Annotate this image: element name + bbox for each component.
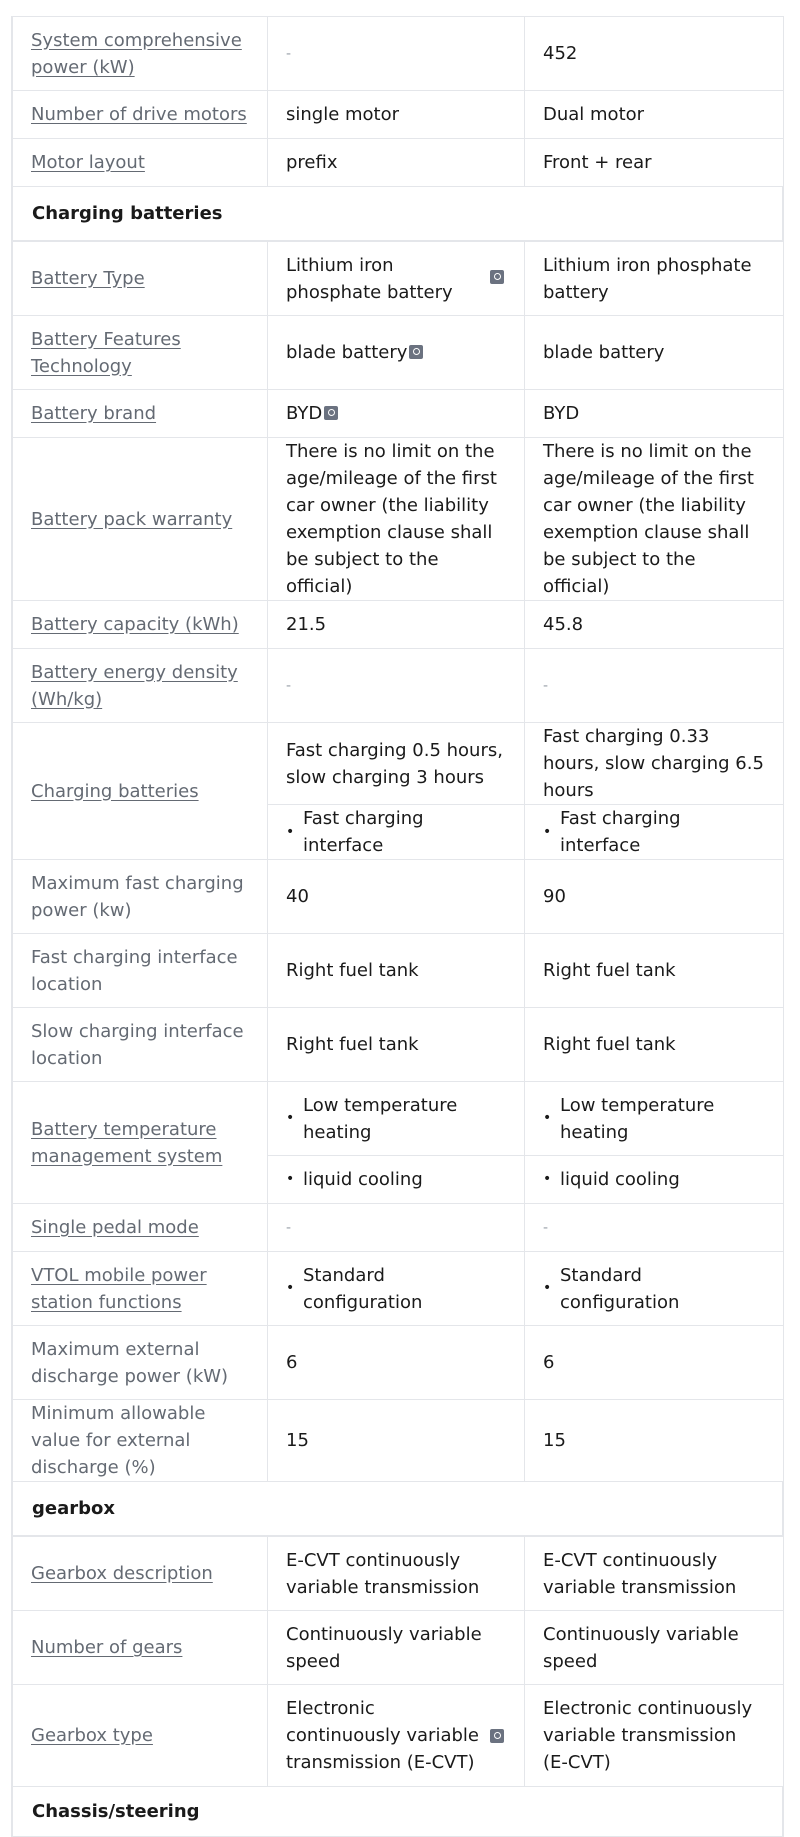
row-value-1: There is no limit on the age/mileage of the first car owner (the liability exemption clause shall be subject to the official) bbox=[268, 438, 525, 601]
row-label[interactable] bbox=[13, 242, 268, 316]
table-row bbox=[13, 1611, 784, 1685]
row-label[interactable] bbox=[13, 91, 268, 139]
row-label[interactable] bbox=[13, 17, 268, 91]
row-value-1: Electronic continuously variable transmission (E-CVT) bbox=[268, 1685, 525, 1787]
row-value-1: single motor bbox=[268, 91, 525, 139]
row-label[interactable] bbox=[13, 649, 268, 723]
row-value-1: • Low temperature heating bbox=[268, 1082, 525, 1156]
table-row bbox=[13, 1082, 784, 1156]
bullet-icon: • bbox=[543, 1171, 552, 1187]
row-label[interactable] bbox=[13, 139, 268, 187]
bullet-icon: • bbox=[543, 1110, 552, 1126]
spec-link[interactable]: Battery Type bbox=[31, 268, 145, 289]
row-label[interactable] bbox=[13, 723, 268, 860]
row-value-1: - bbox=[268, 1204, 525, 1252]
spec-link[interactable]: Battery temperature management system bbox=[31, 1118, 223, 1167]
table-row bbox=[13, 1204, 784, 1252]
row-label[interactable] bbox=[13, 601, 268, 649]
bullet-icon: • bbox=[286, 1110, 295, 1126]
row-label[interactable] bbox=[13, 1685, 268, 1787]
row-value-1: 6 bbox=[268, 1326, 525, 1400]
row-value-2: Continuously variable speed bbox=[525, 1611, 784, 1685]
row-value-2: E-CVT continuously variable transmission bbox=[525, 1537, 784, 1611]
table-row bbox=[13, 649, 784, 723]
bullet-icon: • bbox=[286, 1171, 295, 1187]
spec-link[interactable]: VTOL mobile power station functions bbox=[31, 1264, 207, 1313]
row-value-2: 15 bbox=[525, 1400, 784, 1482]
row-value-2: 6 bbox=[525, 1326, 784, 1400]
row-value-1: Lithium iron phosphate battery bbox=[268, 242, 525, 316]
search-icon[interactable] bbox=[409, 345, 423, 359]
spec-link[interactable]: Number of gears bbox=[31, 1637, 183, 1658]
row-value-1: Continuously variable speed bbox=[268, 1611, 525, 1685]
row-label[interactable] bbox=[13, 1204, 268, 1252]
bullet-icon: • bbox=[543, 823, 552, 840]
spec-link[interactable]: Battery Features Technology bbox=[31, 328, 181, 377]
row-label[interactable] bbox=[13, 1252, 268, 1326]
row-value-1: • Fast charging interface bbox=[268, 805, 525, 860]
row-label[interactable] bbox=[13, 390, 268, 438]
table-row bbox=[13, 139, 784, 187]
spec-link[interactable]: Battery energy density (Wh/kg) bbox=[31, 661, 238, 710]
row-value-2: Front + rear bbox=[525, 139, 784, 187]
row-value-2: Right fuel tank bbox=[525, 1008, 784, 1082]
row-value-2: Fast charging 0.33 hours, slow charging 6.5 hours bbox=[525, 723, 784, 805]
row-value-1: Right fuel tank bbox=[268, 934, 525, 1008]
spec-link[interactable]: Gearbox description bbox=[31, 1563, 213, 1584]
table-row bbox=[13, 316, 784, 390]
bullet-icon: • bbox=[543, 1280, 552, 1296]
row-label[interactable] bbox=[13, 1611, 268, 1685]
spec-link[interactable]: Battery capacity (kWh) bbox=[31, 614, 239, 635]
row-value-1: Right fuel tank bbox=[268, 1008, 525, 1082]
table-row bbox=[13, 1326, 784, 1400]
section-header-chassis: Chassis/steering bbox=[12, 1787, 783, 1837]
row-label: Minimum allowable value for external discharge (%) bbox=[13, 1400, 268, 1482]
spec-table-power bbox=[12, 16, 784, 187]
search-icon[interactable] bbox=[490, 1729, 504, 1743]
table-row bbox=[13, 1252, 784, 1326]
spec-link[interactable]: Battery brand bbox=[31, 403, 157, 424]
search-icon[interactable] bbox=[490, 270, 504, 284]
table-row bbox=[13, 17, 784, 91]
row-value-1: blade battery bbox=[268, 316, 525, 390]
row-label[interactable] bbox=[13, 1082, 268, 1204]
search-icon[interactable] bbox=[324, 406, 338, 420]
row-label: Fast charging interface location bbox=[13, 934, 268, 1008]
row-value-2: - bbox=[525, 1204, 784, 1252]
spec-link[interactable]: Gearbox type bbox=[31, 1725, 153, 1746]
row-value-1: • Standard configuration bbox=[268, 1252, 525, 1326]
row-value-1: E-CVT continuously variable transmission bbox=[268, 1537, 525, 1611]
row-value-2: There is no limit on the age/mileage of the first car owner (the liability exemption clause shall be subject to the official) bbox=[525, 438, 784, 601]
spec-link[interactable]: System comprehensive power (kW) bbox=[31, 29, 242, 78]
table-row bbox=[13, 390, 784, 438]
bullet-icon: • bbox=[286, 823, 295, 840]
row-label[interactable] bbox=[13, 316, 268, 390]
row-label: Slow charging interface location bbox=[13, 1008, 268, 1082]
row-value-2: Lithium iron phosphate battery bbox=[525, 242, 784, 316]
row-value-2: Right fuel tank bbox=[525, 934, 784, 1008]
row-value-1: Fast charging 0.5 hours, slow charging 3 hours bbox=[268, 723, 525, 805]
bullet-icon: • bbox=[286, 1280, 295, 1296]
row-value-2: 452 bbox=[525, 17, 784, 91]
row-value-2: BYD bbox=[525, 390, 784, 438]
row-value-1: - bbox=[268, 649, 525, 723]
row-value-2: 90 bbox=[525, 860, 784, 934]
table-row bbox=[13, 723, 784, 805]
spec-link[interactable]: Number of drive motors bbox=[31, 104, 247, 125]
row-value-2: Dual motor bbox=[525, 91, 784, 139]
row-label[interactable] bbox=[13, 1537, 268, 1611]
spec-link[interactable]: Charging batteries bbox=[31, 780, 199, 802]
row-value-1: BYD bbox=[268, 390, 525, 438]
row-label: Maximum external discharge power (kW) bbox=[13, 1326, 268, 1400]
spec-link[interactable]: Single pedal mode bbox=[31, 1217, 199, 1238]
row-value-1: 21.5 bbox=[268, 601, 525, 649]
section-header-gearbox: gearbox bbox=[12, 1482, 783, 1536]
table-row bbox=[13, 242, 784, 316]
table-row bbox=[13, 438, 784, 601]
table-row bbox=[13, 1008, 784, 1082]
row-value-2: • Fast charging interface bbox=[525, 805, 784, 860]
row-value-1: prefix bbox=[268, 139, 525, 187]
spec-link[interactable]: Motor layout bbox=[31, 152, 145, 173]
row-value-1: 40 bbox=[268, 860, 525, 934]
row-value-1: • liquid cooling bbox=[268, 1156, 525, 1204]
row-value-2: - bbox=[525, 649, 784, 723]
table-row bbox=[13, 601, 784, 649]
spec-link[interactable]: Battery pack warranty bbox=[31, 508, 233, 530]
row-value-2: 45.8 bbox=[525, 601, 784, 649]
row-value-2: Electronic continuously variable transmission (E-CVT) bbox=[525, 1685, 784, 1787]
row-value-2: • Low temperature heating bbox=[525, 1082, 784, 1156]
spec-table-container bbox=[11, 16, 784, 1837]
table-row bbox=[13, 1685, 784, 1787]
table-row bbox=[13, 1400, 784, 1482]
table-row bbox=[13, 860, 784, 934]
table-row bbox=[13, 1537, 784, 1611]
row-value-2: blade battery bbox=[525, 316, 784, 390]
spec-table-gearbox bbox=[12, 1536, 784, 1787]
row-value-1: 15 bbox=[268, 1400, 525, 1482]
row-label[interactable] bbox=[13, 438, 268, 601]
row-value-2: • Standard configuration bbox=[525, 1252, 784, 1326]
row-label: Maximum fast charging power (kw) bbox=[13, 860, 268, 934]
table-row bbox=[13, 934, 784, 1008]
row-value-2: • liquid cooling bbox=[525, 1156, 784, 1204]
table-row bbox=[13, 91, 784, 139]
row-value-1: - bbox=[268, 17, 525, 91]
section-header-charging: Charging batteries bbox=[12, 187, 783, 241]
spec-table-battery bbox=[12, 241, 784, 1482]
